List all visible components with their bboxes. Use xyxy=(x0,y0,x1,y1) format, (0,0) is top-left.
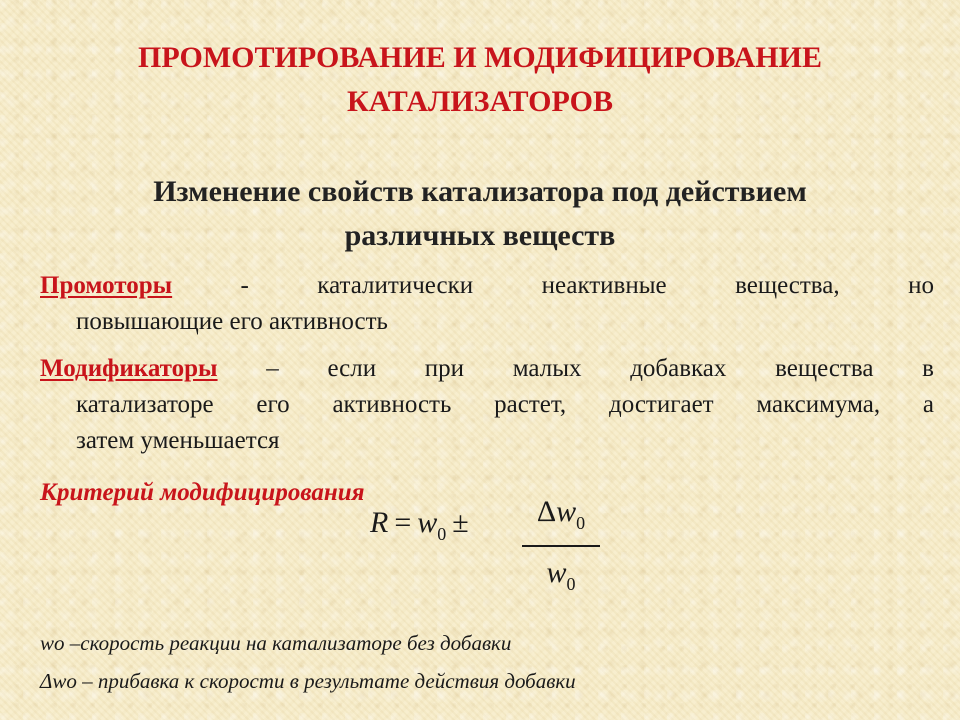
denominator-w: w xyxy=(546,556,567,589)
promoters-word: неактивные xyxy=(541,272,667,299)
formula-equals: = xyxy=(394,506,412,539)
modifiers-term: Модификаторы xyxy=(40,355,218,382)
formula-fraction xyxy=(522,494,600,602)
modification-criterion-formula xyxy=(370,494,610,594)
promoters-word: вещества, xyxy=(735,272,840,299)
title-line-1: ПРОМОТИРОВАНИЕ И МОДИФИЦИРОВАНИЕ xyxy=(138,41,822,74)
modifiers-definition xyxy=(40,351,934,459)
subtitle-line-1: Изменение свойств катализатора под действием xyxy=(153,175,807,208)
promoters-second-line: повышающие его активность xyxy=(76,308,388,335)
note-w0-definition: wо –скорость реакции на катализаторе без добавки xyxy=(40,631,512,655)
fraction-denominator xyxy=(522,555,600,602)
numerator-subscript: 0 xyxy=(576,513,586,533)
subtitle-line-2: различных веществ xyxy=(344,219,616,252)
criterion-label: Критерий модифицирования xyxy=(40,479,365,506)
promoters-word: но xyxy=(908,272,934,299)
modifiers-word: если xyxy=(327,355,377,382)
promoters-first-line xyxy=(40,268,934,304)
slide-subtitle xyxy=(40,170,920,258)
modifiers-word: – xyxy=(266,355,279,382)
formula-w-subscript: 0 xyxy=(437,524,447,544)
fraction-bar xyxy=(522,545,600,547)
numerator-w: w xyxy=(556,495,577,528)
modifiers-word: при xyxy=(424,355,465,382)
modifiers-word: добавках xyxy=(630,355,727,382)
promoters-word: - xyxy=(240,272,249,299)
promoters-definition xyxy=(40,268,934,340)
note-delta-w0-definition: Δwо – прибавка к скорости в результате действия добавки xyxy=(40,669,576,693)
formula-w: w xyxy=(417,506,438,539)
slide-title xyxy=(40,36,920,124)
promoters-term: Промоторы xyxy=(40,272,173,299)
modifiers-line-2-text: катализаторе его активность растет, достигает максимума, а xyxy=(76,391,934,418)
fraction-numerator xyxy=(522,494,600,541)
promoters-word: каталитически xyxy=(317,272,474,299)
numerator-delta: Δ xyxy=(536,495,557,528)
modifiers-third-line: затем уменьшается xyxy=(76,427,280,454)
modifiers-word: вещества xyxy=(775,355,874,382)
title-line-2: КАТАЛИЗАТОРОВ xyxy=(347,85,613,118)
modifiers-second-line xyxy=(40,387,934,423)
modifiers-word: в xyxy=(922,355,934,382)
modifiers-word: малых xyxy=(512,355,582,382)
formula-plus-minus: ± xyxy=(452,506,469,539)
formula-r: R xyxy=(370,506,389,539)
modifiers-first-line xyxy=(40,351,934,387)
formula-lhs xyxy=(370,506,475,545)
denominator-subscript: 0 xyxy=(566,574,576,594)
